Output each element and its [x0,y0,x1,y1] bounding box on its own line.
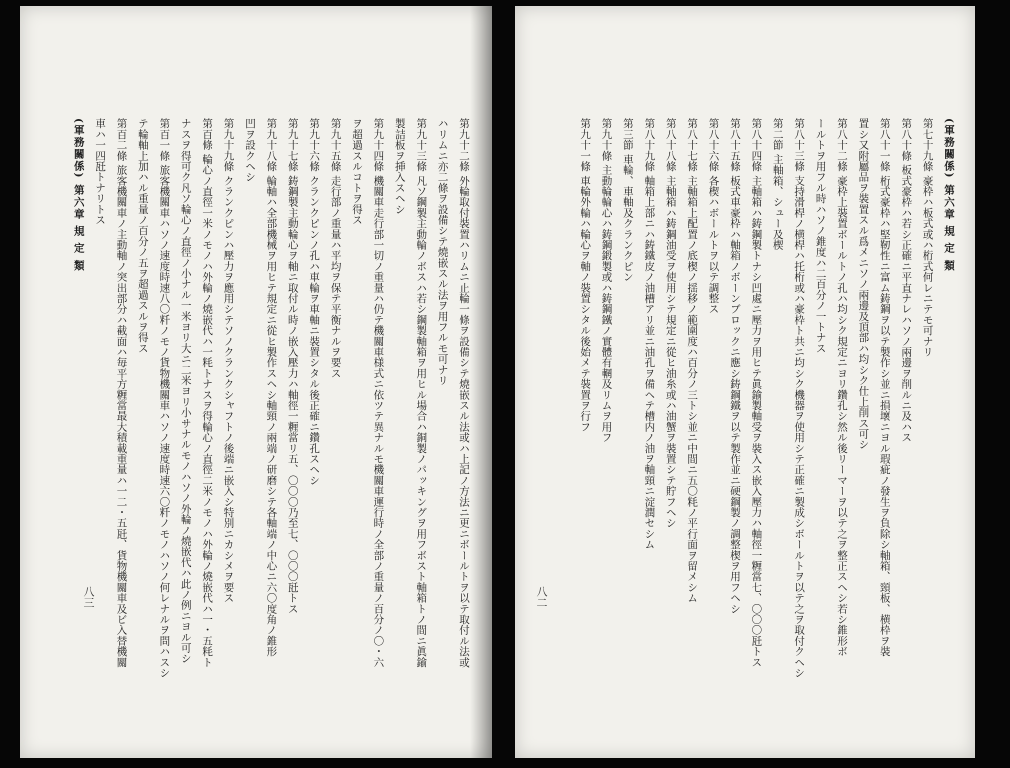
text-column: 第百二條 旅客機關車ノ主動軸ノ突出部分ハ截面ハ毎平方糎當最大積載重量ハ一二・五瓩、貨物機關車及ビ入替機關 [115,118,128,668]
text-column: 第百條 輪心ノ直徑一米ノモノハ外輪ノ燒嵌代ハ一粍トナスヲ得輪心ノ直徑二米ノモノハ外輪ノ燒嵌代ハ一・五粍ト [201,118,214,668]
text-column: ールトヲ用フル時ハソノ錐度ハ二百分ノ一トナス [814,118,827,354]
text-column: 第八十三條 支持滑桿ノ横桿ハ托桁或ハ豪枠ト共ニ均シク機器ヲ使用シテ正確ニ製成シボールトヲ以テ之ヲ取付クヘシ [793,118,806,678]
text-column: テ輪軸上加ハル重量ノ百分ノ五ヲ超過スルヲ得ス [136,118,149,354]
text-column: 第八十一條 桁式豪枠ハ堅靭性ニ富ム鋳鋼ヲ以テ製作シ並ニ損壞ニヨル瑕疵ノ發生ヲ負除シ軸箱、頸板、横枠ヲ裝 [878,118,891,657]
text-column: 第八十九條 軸箱上部ニハ鋳鐵皮ノ油槽アリ並ニ油孔ヲ備ヘテ槽内ノ油ヲ軸頸ニ淀潤セシム [643,118,656,550]
text-column: 車ハ一四瓩トナリトス [94,118,107,225]
text-column: 第八十條 板式豪枠ハ若シ正確ニ平直ナレハソノ兩邊ヲ削ルニ及ハス [900,118,913,443]
text-column: 第八十七條 主軸箱上配置ノ底楔ノ揺移ノ範圍度ハ百分ノ三トシ並ニ中間ニ五〇粍ノ平行面ヲ留メシム [686,118,699,604]
section-heading: 第三節 車輪、車軸及クランクピン [621,118,634,283]
text-column: 第九十七條 鋳鋼製主動輪心ヲ軸ニ取付ル時ノ嵌入壓力ハ軸徑一糎當リ五、〇〇〇乃至七、〇〇〇瓩トス [286,118,299,614]
text-column: 第八十八條 主軸箱ハ鋳鋼油受ヲ使用シテ規定ニ從ヒ油糸或ハ油蟹ヲ裝置シテ貯フヘシ [664,118,677,529]
page-number: 八三 [82,586,95,608]
left-page-body [67,118,474,678]
text-column: 第九十八條 輪軸ハ全部機械ヲ用ヒテ規定ニ從ヒ製作スヘシ軸頸ノ兩端ノ研磨シテ各軸端ノ中心ニ六〇度角ノ錐形 [265,118,278,657]
text-column: ハリムニ亦二條ヲ設備シテ燒嵌スル法ヲ用フルモ可ナリ [436,118,449,386]
text-column: 第九十一條 車輪外輪ハ輪心ヲ軸ノ裝置シタル後始メテ裝置ヲ行フ [579,118,592,432]
text-column: 置シ又附屬品ヲ裝置スル爲メニソノ兩邊及頂部ハ均シク仕上削ス可シ [857,118,870,450]
section-heading: 第二節 主軸箱、シュー及楔 [771,118,784,250]
text-column: 第百一條 旅客機關車ハソノ速度時速八〇粁ノモノ貨物機關車ハソノ速度時速六〇粁ノモノハソノ何レナルヲ問ハスシ [158,118,171,678]
text-column: 第九十四條 機關車走行部一切ノ重量ハ仍テ機關車様式ニ依ツテ異ナルモ機關車運行時ノ全部ノ重量ノ百分ノ〇・六 [372,118,385,668]
page-number: 八二 [535,586,548,608]
text-column: 第九十九條 クランクピンハ壓力ヲ應用シテソノクランクシャフトノ後端ニ嵌入シ特別ニカシメヲ要ス [222,118,235,604]
text-column: 第八十四條 主軸箱ハ鋳鋼製トナシ凹處ニ壓力ヲ用ヒテ眞鍮製軸受ヲ裝入ス嵌入壓力ハ軸徑一糎當七、〇〇〇瓩トス [750,118,763,668]
text-column: 第八十五條 板式車豪枠ハ軸箱ノボーンブロックニ應シ鋳鋼鐵ヲ以テ製作並ニ硬鋼製ノ調整楔ヲ用フヘシ [728,118,741,614]
text-column: 第八十二條 豪枠上裝置ボールトノ孔ハ均シク規定ニヨリ鑽孔シ然ル後リーマーヲ以テ之ヲ整正スヘシ若シ錐形ボ [835,118,848,657]
gutter-shadow [470,6,492,758]
running-header: (軍務關係) 第六章 規 定 類 [943,118,955,272]
text-column: 製詰板ヲ挿入スヘシ [393,118,406,215]
running-header: (軍務關係) 第六章 規 定 類 [72,118,85,272]
text-column: 第九十六條 クランクピンノ孔ハ車輪ヲ車軸ニ裝置シタル後正確ニ鑽孔スヘシ [308,118,321,486]
right-page [515,6,975,758]
text-column: ナスヲ得可ク凡ソ輪心ノ直徑ノ小ナル一米ヨリ大ニ二米ヨリ小サナルモノハソノ外輪ノ燒嵌代ハ此ノ例ニヨル可シ [179,118,192,664]
text-column: 第七十九條 豪枠ハ板式或ハ桁式何レニテモ可ナリ [921,118,934,357]
text-column: 第九十三條 凡ソ鋼製主動輪ノボスハ若シ鋼製軸箱ヲ用ヒル場合ハ銅製ノパッキングヲ用フボスト軸箱トノ間ニ眞鍮 [415,118,428,668]
text-column: 凹ヲ設クヘシ [243,118,256,183]
text-column: ヲ超過スルコトヲ得ス [350,118,363,225]
right-page-body [574,118,959,678]
text-column: 第九十二條 外輪取付裝置ハリムニ止輪一條ヲ設備シテ燒嵌スル法或ハ上記ノ方法ニ更ニボールトヲ以テ取付ル法或 [458,118,470,668]
text-column: 第九十條 主動輪輪心ハ鋳鋼鍛製或ハ鋳鋼鐵ノ實體有輞及リムヲ用フ [600,118,613,443]
text-column: 第九十五條 走行部ノ重量ハ平均ヲ保テ平衡ナルヲ要ス [329,118,342,379]
left-page [20,6,492,758]
text-column: 第八十六條 各楔ハボールトヲ以テ調整ス [707,118,720,315]
